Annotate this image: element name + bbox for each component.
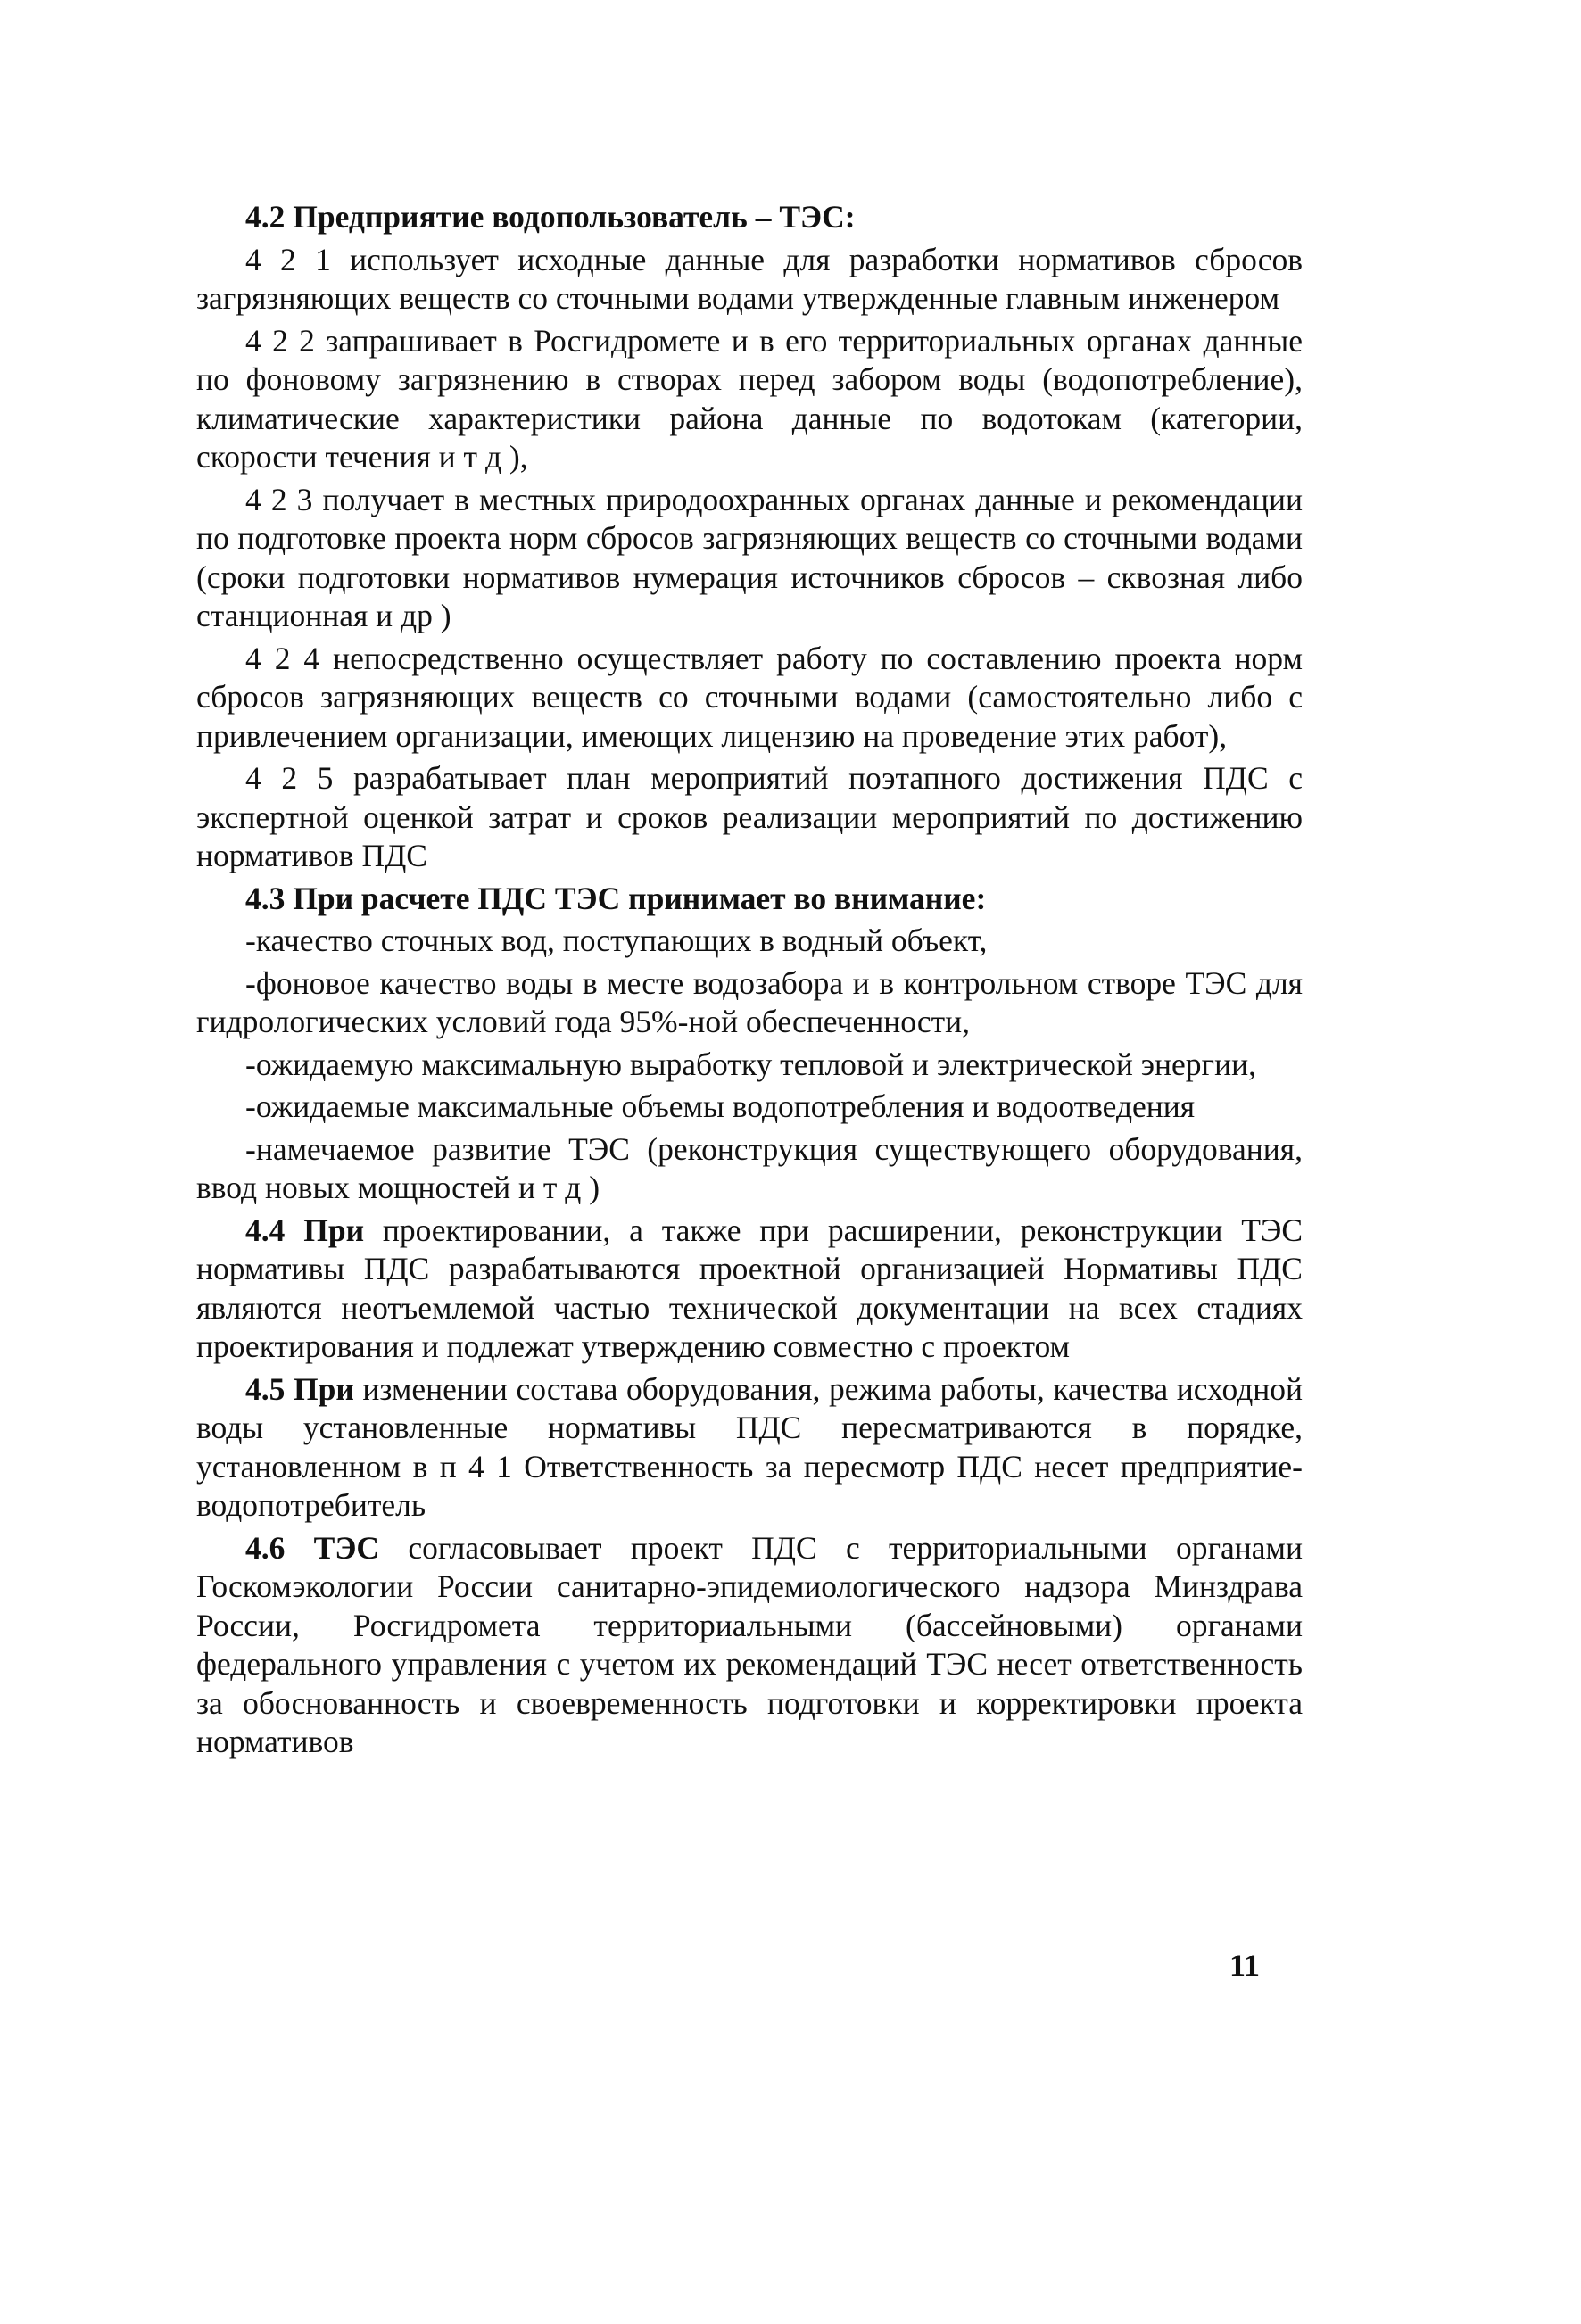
paragraph-4-2-2: 4 2 2 запрашивает в Росгидромете и в его территориальных органах данные по фоновому загрязнению в створах перед забором воды (водопотребление), климатические характеристики района данные по водотокам (категории, скорости течения и т д ), bbox=[196, 322, 1303, 475]
paragraph-4-4 bbox=[196, 1212, 1303, 1367]
list-item-water-volumes: -ожидаемые максимальные объемы водопотребления и водоотведения bbox=[245, 1088, 1196, 1124]
page-number: 11 bbox=[1229, 1948, 1261, 1983]
paragraph-4-5-lead: 4.5 При bbox=[245, 1370, 354, 1407]
paragraph-4-2-1: 4 2 1 использует исходные данные для разработки нормативов сбросов загрязняющих веществ со сточными водами утвержденные главным инженером bbox=[196, 241, 1303, 316]
paragraph-4-6-lead: 4.6 ТЭС bbox=[245, 1529, 380, 1566]
section-heading-4-3: 4.3 При расчете ПДС ТЭС принимает во внимание: bbox=[245, 880, 987, 916]
paragraph-4-5 bbox=[196, 1370, 1303, 1526]
document-page bbox=[196, 198, 1303, 1766]
paragraph-4-2-4: 4 2 4 непосредственно осуществляет работу по составлению проекта норм сбросов загрязняющих веществ со сточными водами (самостоятельно либо с привлечением организации, имеющих лицензию на проведение этих работ), bbox=[196, 640, 1303, 754]
list-item-energy-output: -ожидаемую максимальную выработку тепловой и электрической энергии, bbox=[245, 1046, 1256, 1082]
paragraph-4-5-text: изменении состава оборудования, режима работы, качества исходной воды установленные нормативы ПДС пересматриваются в порядке, установленном в п 4 1 Ответственность за пересмотр ПДС несет предприятие-водопотребитель bbox=[196, 1370, 1304, 1523]
list-item-development: -намечаемое развитие ТЭС (реконструкция существующего оборудования, ввод новых мощностей и т д ) bbox=[196, 1130, 1303, 1205]
paragraph-4-6 bbox=[196, 1529, 1303, 1762]
paragraph-4-4-lead: 4.4 При bbox=[245, 1212, 365, 1248]
paragraph-4-4-text: проектировании, а также при расширении, реконструкции ТЭС нормативы ПДС разрабатываются проектной организацией Нормативы ПДС являются неотъемлемой частью технической документации на всех стадиях проектирования и подлежат утверждению совместно с проектом bbox=[196, 1212, 1303, 1364]
list-item-sewage-quality: -качество сточных вод, поступающих в водный объект, bbox=[245, 922, 988, 958]
list-item-background-quality: -фоновое качество воды в месте водозабора и в контрольном створе ТЭС для гидрологических условий года 95%-ной обеспеченности, bbox=[196, 964, 1303, 1039]
section-heading-4-2: 4.2 Предприятие водопользователь – ТЭС: bbox=[245, 199, 856, 235]
paragraph-4-2-3: 4 2 3 получает в местных природоохранных органах данные и рекомендации по подготовке проекта норм сбросов загрязняющих веществ со сточными водами (сроки подготовки нормативов нумерация источников сбросов – сквозная либо станционная и др ) bbox=[196, 481, 1303, 633]
paragraph-4-6-text: согласовывает проект ПДС с территориальными органами Госкомэкологии России санитарно-эпидемиологического надзора Минздрава России, Росгидромета территориальными (бассейновыми) органами федерального управления с учетом их рекомендаций ТЭС несет ответственность за обоснованность и своевременность подготовки и корректировки проекта нормативов bbox=[196, 1529, 1303, 1759]
paragraph-4-2-5: 4 2 5 разрабатывает план мероприятий поэтапного достижения ПДС с экспертной оценкой затрат и сроков реализации мероприятий по достижению нормативов ПДС bbox=[196, 760, 1303, 873]
